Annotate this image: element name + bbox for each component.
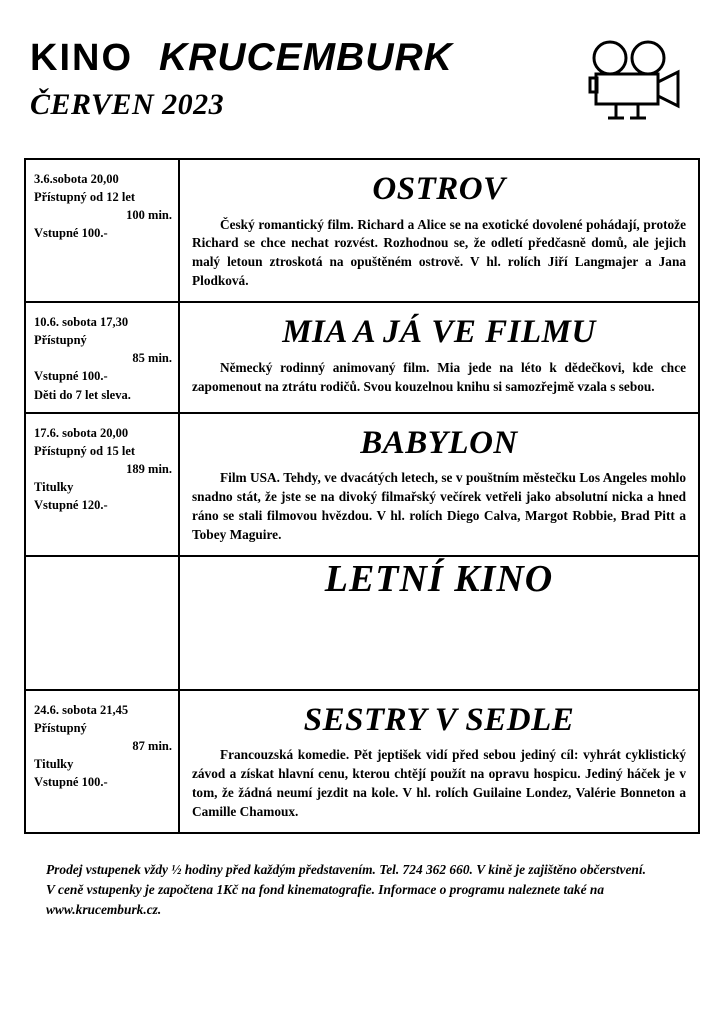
film-description: Německý rodinný animovaný film. Mia jede na léto k dědečkovi, kde chce zapomenout na ztrátu rodičů. Svou kouzelnou knihu si samozřejmě vzala s sebou. xyxy=(192,359,686,394)
poster-header xyxy=(24,36,700,158)
table-row xyxy=(25,159,699,302)
month-label: ČERVEN 2023 xyxy=(30,88,225,121)
film-description: Francouzská komedie. Pět jeptišek vidí před sebou jediný cíl: vyhrát cyklistický závod a získat hlavní cenu, kterou chtějí použít na opravu hospicu. Jediný háček je v tom, že žádná neumí jezdit na kole. V hl. rolích Guilaine Londez, Valérie Bonneton a Camille Chamoux. xyxy=(192,747,686,820)
screening-info-cell xyxy=(25,159,179,302)
screening-access: Přístupný od 15 let xyxy=(34,443,136,458)
screening-subtitles: Titulky xyxy=(34,757,74,772)
footer-website: www.krucemburk.cz. xyxy=(46,902,162,918)
film-cell xyxy=(179,413,699,556)
table-row xyxy=(25,556,699,690)
film-description: Film USA. Tehdy, ve dvacátých letech, se v pouštním městečku Los Angeles mohlo snadno stát, že jste se na divoký filmařský večírek vetřeli jako absolutní nicka a hned ráno se stali filmovou hvězdou. V hl. rolích Diego Calva, Margot Robbie, Brad Pitt a Tobey Maguire. xyxy=(192,470,686,542)
footer-line-2: V ceně vstupenky je započtena 1Kč na fond kinematografie. Informace o programu naleznete také na xyxy=(46,882,605,898)
table-row xyxy=(25,413,699,556)
film-title: MIA A JÁ VE FILMU xyxy=(282,314,596,351)
screening-price: Vstupné 100.- xyxy=(34,775,108,790)
screening-price: Vstupné 100.- xyxy=(34,226,108,241)
poster-footer xyxy=(24,860,700,920)
table-row xyxy=(25,690,699,833)
screening-info-cell xyxy=(25,690,179,833)
kino-word: KINO xyxy=(30,37,133,79)
film-cell xyxy=(179,690,699,833)
screening-datetime: 3.6.sobota 20,00 xyxy=(34,172,119,186)
summer-cinema-title: LETNÍ KINO xyxy=(324,557,554,600)
screening-length: 100 min. xyxy=(126,208,172,223)
screening-datetime: 10.6. sobota 17,30 xyxy=(34,315,129,330)
screening-datetime: 24.6. sobota 21,45 xyxy=(34,702,129,717)
program-table xyxy=(24,158,700,834)
table-row xyxy=(25,302,699,413)
footer-line-1: Prodej vstupenek vždy ½ hodiny před každým představením. Tel. 724 362 660. V kině je zajištěno občerstvení. xyxy=(46,861,646,877)
screening-price: Vstupné 120.- xyxy=(34,498,108,513)
film-cell xyxy=(179,302,699,413)
screening-info-cell-empty xyxy=(25,556,179,690)
film-projector-icon xyxy=(576,38,686,124)
summer-cinema-cell xyxy=(179,556,699,690)
screening-access: Přístupný xyxy=(34,720,87,735)
film-description: Český romantický film. Richard a Alice se na exotické dovolené pohádají, protože Richard se chce nechat rozvést. Rozhodnou se, že odletí předčasně domů, ale jejich malý letoun ztroskotá na opuštěném ostrově. V hl. rolích Jiří Langmajer a Jana Plodková. xyxy=(192,216,686,289)
screening-access: Přístupný od 12 let xyxy=(34,190,136,205)
screening-info-cell xyxy=(25,302,179,413)
screening-price: Vstupné 100.- xyxy=(34,369,108,384)
screening-length: 85 min. xyxy=(132,351,172,366)
screening-length: 87 min. xyxy=(132,739,172,754)
screening-access: Přístupný xyxy=(34,333,87,348)
screening-datetime: 17.6. sobota 20,00 xyxy=(34,425,129,440)
screening-subtitles: Titulky xyxy=(34,480,74,495)
screening-length: 189 min. xyxy=(126,461,172,476)
screening-extra: Děti do 7 let sleva. xyxy=(34,387,131,402)
cinema-name: KRUCEMBURK xyxy=(159,36,453,79)
film-title: OSTROV xyxy=(372,171,506,207)
film-title: BABYLON xyxy=(360,424,518,461)
film-title: SESTRY V SEDLE xyxy=(303,701,575,738)
film-cell xyxy=(179,159,699,302)
screening-info-cell xyxy=(25,413,179,556)
